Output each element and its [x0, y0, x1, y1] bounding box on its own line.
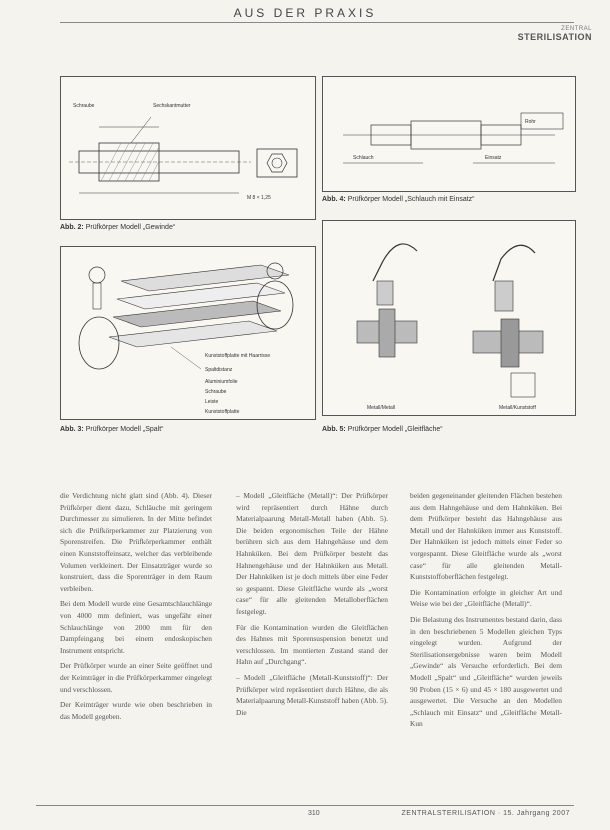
- page-number: 310: [308, 810, 320, 817]
- figure-4-label-0: Rohr: [525, 119, 536, 125]
- figure-2-caption-number: Abb. 2:: [60, 224, 84, 231]
- column-1-paragraph: Der Prüfkörper wurde an einer Seite geöffnet und der Keimträger in die Prüfkörperkammer eingelegt und verschlossen.: [60, 661, 212, 694]
- column-1-paragraph: Bei dem Modell wurde eine Gesamtschlauchlänge von 4000 mm definiert, was ungefähr einer Schlauchlänge von 2000 mm für den Dampfeingang bei einem endoskopischen Instrument entspricht.: [60, 599, 212, 655]
- journal-logo: [518, 26, 592, 42]
- figure-3-box: [60, 246, 316, 420]
- figure-5-drawing: [323, 221, 575, 415]
- figure-3-label-5: Kunststoffplatte: [205, 409, 240, 415]
- column-1-paragraph: Der Keimträger wurde wie oben beschrieben in das Modell gegeben.: [60, 700, 212, 721]
- column-3-paragraph: Die Belastung des Instrumentes bestand darin, dass in den beschriebenen 5 Modellen gleichen Typs eingelegt wurden. Aufgrund der Sterilisationsergebnisse waren beim Modell „Gewinde“ als Versuche erforderlich. Bei dem Modell „Spalt“ und „Gleitfläche“ wurden jeweils 90 Proben (15 × 6) und 45 × 180 ausgewertet und ausgewertet. Die Versuche an den Modellen „Schlauch mit Einsatz“ und „Gleitfläche Metall-Kun: [410, 614, 562, 729]
- text-column-3: [410, 490, 562, 734]
- column-1-paragraph: die Verdichtung nicht glatt sind (Abb. 4). Dieser Prüfkörper dient dazu, Schläuche mit geringem Durchmesser zu simulieren. In der Mitte befindet sich die Prüfkörperkammer zur Platzierung von Sporenstreifen. Die Prüfkörperkammer enthält einen Kunststoffeinsatz, welcher das verbleibende Volumen verkleinert. Der Einsatzträger wurde so konstruiert, dass die Sporenträger in dem Raum verbleiben.: [60, 491, 212, 593]
- text-column-2: [236, 490, 388, 722]
- logo-small-text: ZENTRAL: [561, 26, 592, 32]
- figure-2-label-2: M 8 × 1,25: [247, 195, 271, 201]
- figure-3-label-3: Schraube: [205, 389, 227, 395]
- figure-5-box: [322, 220, 576, 416]
- running-header: AUS DER PRAXIS: [233, 6, 377, 20]
- figure-2-caption: [60, 224, 175, 231]
- header-rule: [60, 22, 574, 23]
- figure-4-caption: [322, 196, 475, 203]
- journal-footer: ZENTRALSTERILISATION · 15. Jahrgang 2007: [401, 810, 570, 817]
- figure-5-label-1: Metall/Kunststoff: [499, 405, 536, 411]
- column-2-paragraph: Für die Kontamination wurden die Gleitflächen des Hahnes mit Sporensuspension benetzt und verschlossen. Im montierten Zustand stand der Hahn auf „Durchgang“.: [236, 622, 388, 667]
- figure-2-box: [60, 76, 316, 220]
- figure-2-label-1: Sechskantmutter: [153, 103, 191, 109]
- column-3-paragraph: Die Kontamination erfolgte in gleicher Art und Weise wie bei der „Gleitfläche (Metall)“.: [410, 587, 562, 609]
- figure-3-caption-number: Abb. 3:: [60, 426, 84, 433]
- figure-3-label-0: Kunststoffplatte mit Haarrisse: [205, 353, 271, 359]
- figure-3-caption-text: Prüfkörper Modell „Spalt“: [85, 426, 164, 433]
- figure-2-drawing: [61, 77, 315, 219]
- figure-4-caption-text: Prüfkörper Modell „Schlauch mit Einsatz“: [347, 196, 475, 203]
- figure-4-drawing: [323, 77, 575, 191]
- column-2-paragraph: – Modell „Gleitfläche (Metall)“: Der Prüfkörper wird repräsentiert durch Hähne durch Materialpaarung Metall-Metall haben (Abb. 5). Die beiden ergonomischen Teile der Hähne berühren sich aus dem Hahngehäuse und dem Hahnküken. Bei dem Prüfkörper besteht das Hahnengehäuse und der Hahnküken aus Metall. Der Hahnküken ist je doch mittels über eine Feder so gespannt. Diese Gleitfläche wurde als „worst case“ für alle gleitenden Metalloberflächen festgelegt.: [236, 491, 388, 616]
- figure-2-caption-text: Prüfkörper Modell „Gewinde“: [85, 224, 176, 231]
- footer-rule: [36, 805, 574, 806]
- figure-3-caption: [60, 426, 164, 433]
- figure-4-caption-number: Abb. 4:: [322, 196, 346, 203]
- figure-5-label-0: Metall/Metall: [367, 405, 396, 411]
- figure-5-caption-number: Abb. 5:: [322, 426, 346, 433]
- figure-4-box: [322, 76, 576, 192]
- text-column-1: [60, 490, 212, 726]
- logo-big-text: STERILISATION: [517, 32, 592, 42]
- column-3-paragraph: beiden gegeneinander gleitenden Flächen bestehen aus dem Hahngehäuse und dem Hahnküken. Bei dem Prüfkörper besteht das Hahngehäuse aus Metall und der Hahnküken immer aus Kunststoff. Der Hahnküken ist jedoch mittels einer Feder so vorgespannt. Diese Gleitfläche wurde als „worst case“ für alle gleitenden Metall-Kunststoffoberflächen festgelegt.: [410, 491, 562, 582]
- figure-3-label-2: Aluminiumfolie: [205, 379, 238, 385]
- figure-3-drawing: [61, 247, 315, 419]
- figure-5-caption-text: Prüfkörper Modell „Gleitfläche“: [347, 426, 443, 433]
- figure-4-label-2: Einsatz: [485, 155, 502, 161]
- figure-2-label-0: Schraube: [73, 103, 95, 109]
- figure-4-label-1: Schlauch: [353, 155, 374, 161]
- figure-5-caption: [322, 426, 443, 433]
- figure-3-label-4: Leiste: [205, 399, 219, 405]
- column-2-paragraph: – Modell „Gleitfläche (Metall-Kunststoff)“: Der Prüfkörper wird repräsentiert durch Hähne, die als Materialpaarung Metall-Kunststoff haben (Abb. 5). Die: [236, 672, 388, 717]
- figure-3-label-1: Spaltdistanz: [205, 367, 233, 373]
